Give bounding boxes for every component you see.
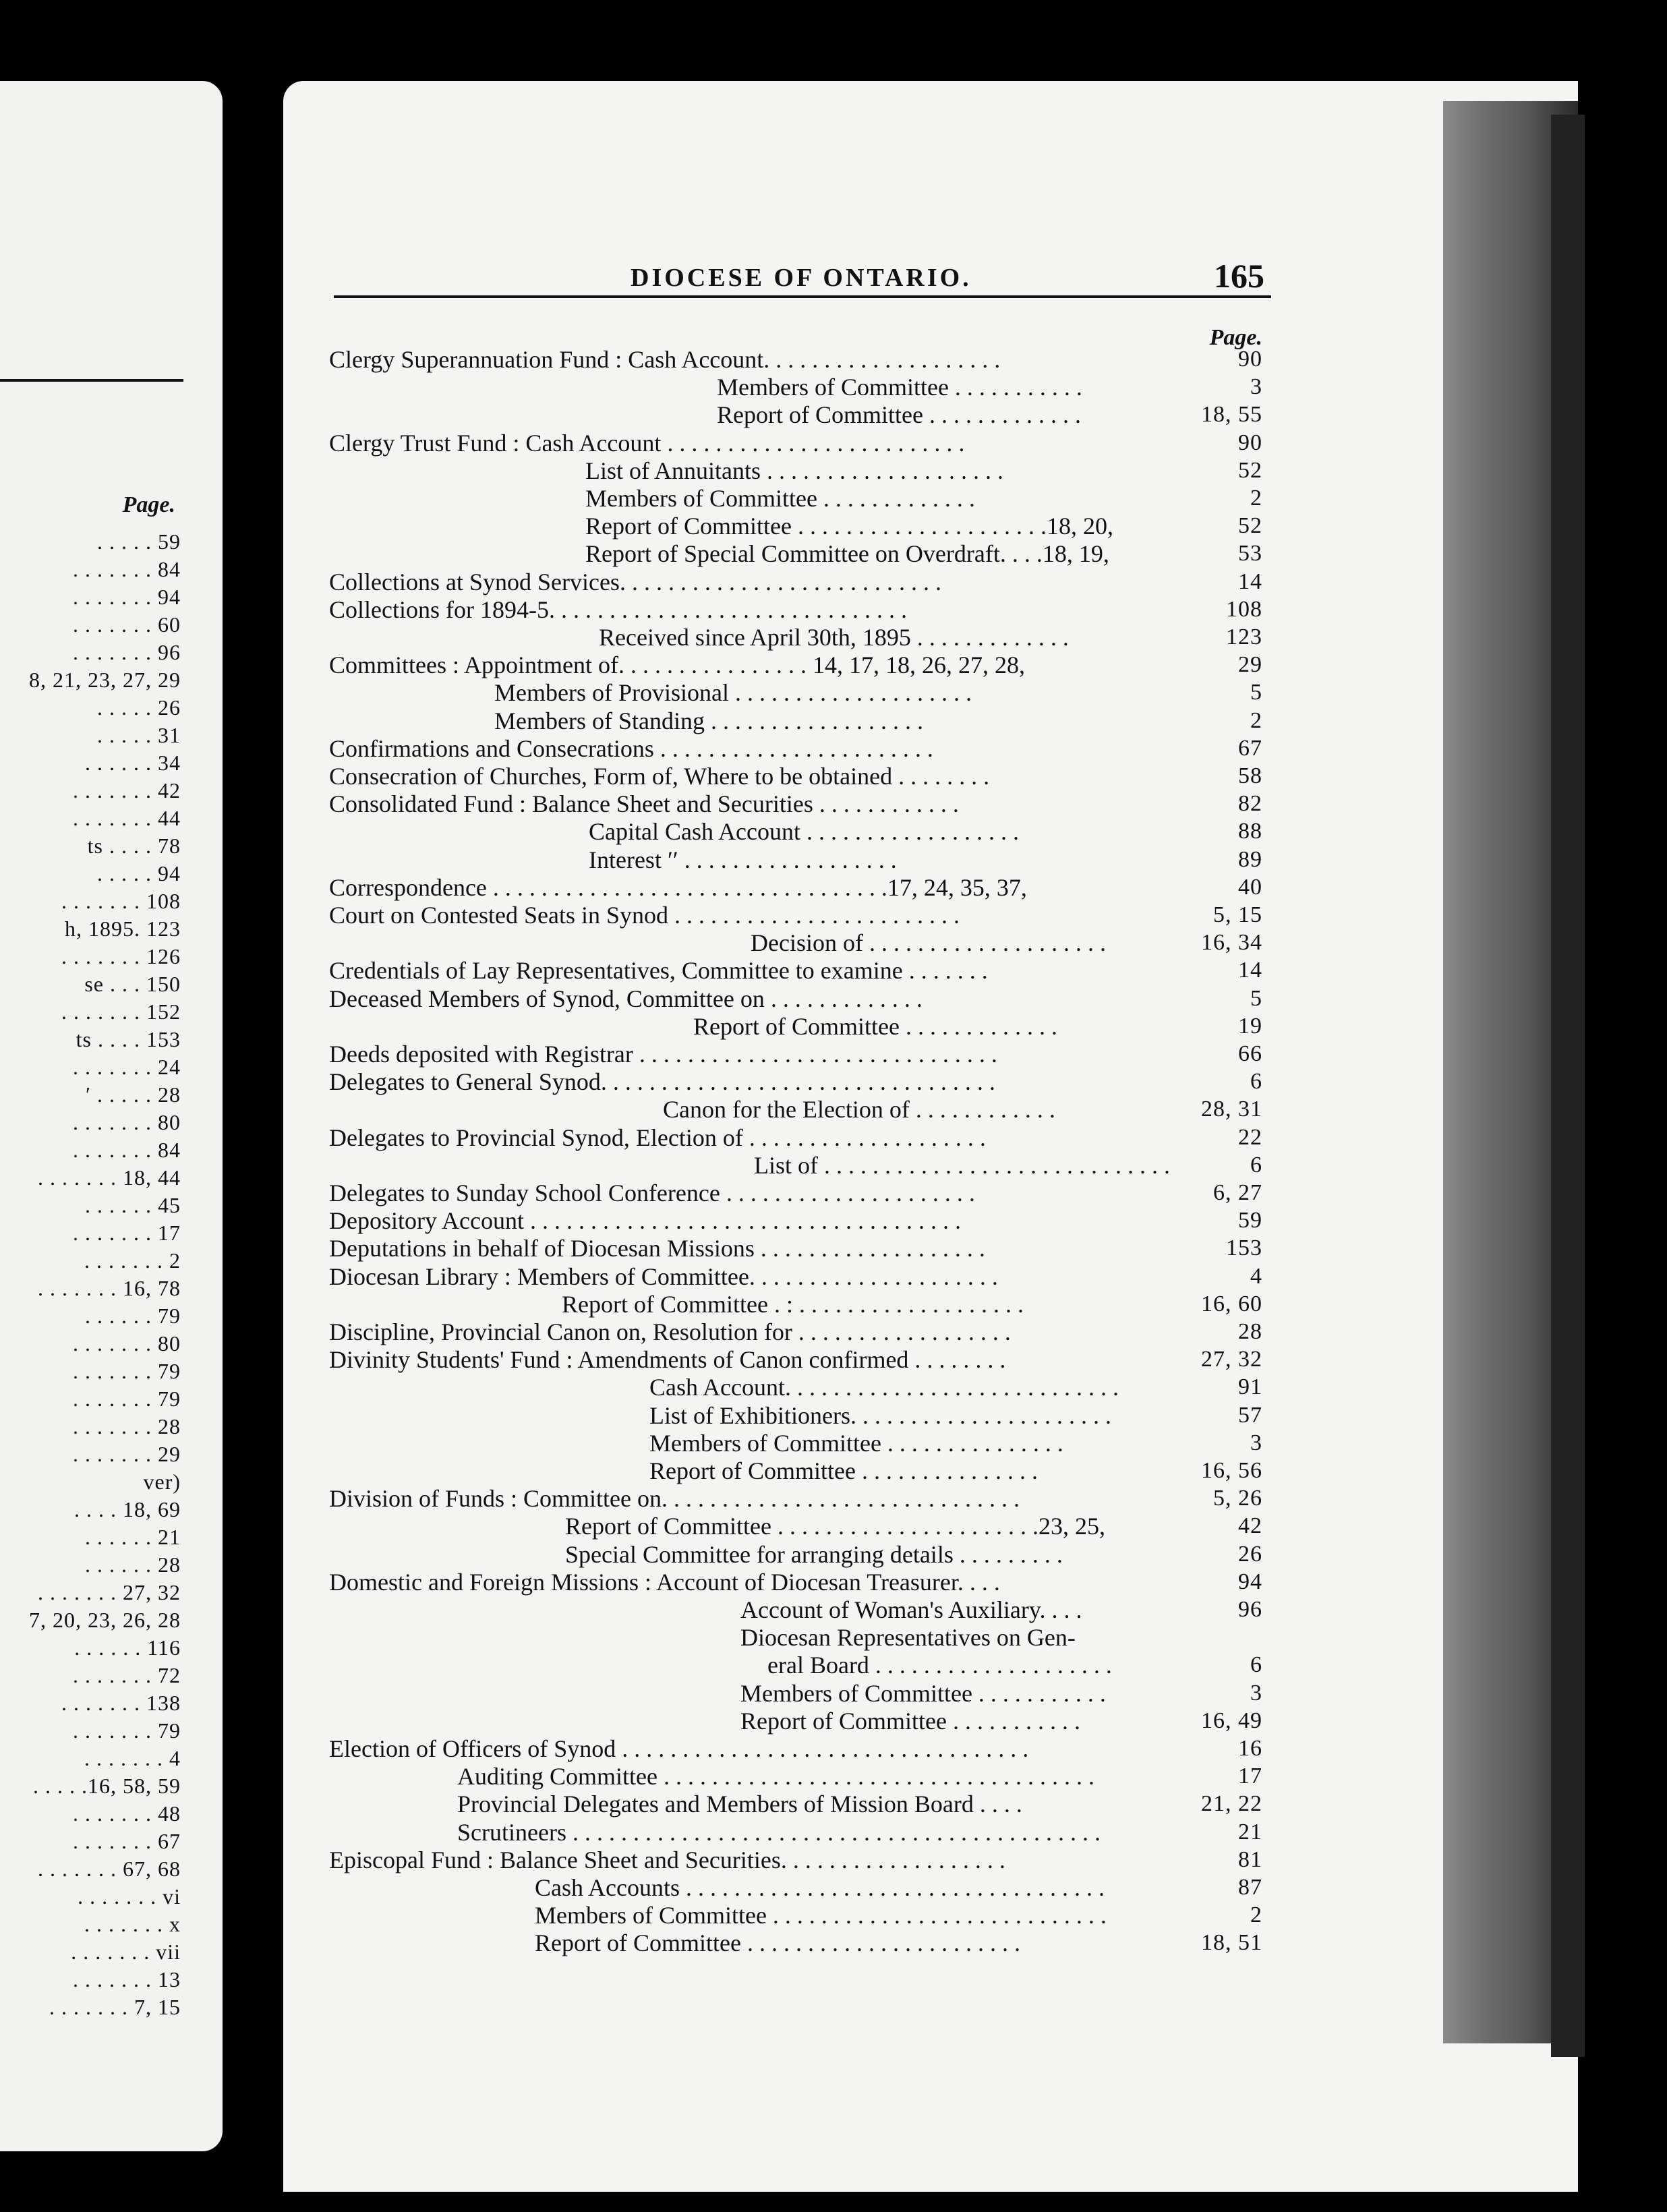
index-entry-text: Divinity Students' Fund : Amendments of Canon confirmed . . . . . . . . xyxy=(329,1346,1006,1374)
index-entry-page: 52 xyxy=(1238,457,1262,483)
index-entry-text: Scrutineers . . . . . . . . . . . . . . . . . . . . . . . . . . . . . . . . . . . . . . . . . . . . xyxy=(457,1818,1101,1846)
left-page-row: . . . . . . . 108 xyxy=(61,889,181,913)
index-entry-page: 5, 15 xyxy=(1213,902,1262,927)
left-page-row: ts . . . . 78 xyxy=(87,834,181,858)
index-entry-text: Canon for the Election of . . . . . . . . . . . . xyxy=(663,1096,1055,1124)
left-page-row: . . . . . . 28 xyxy=(85,1552,181,1577)
left-page-row: . . . . . . 21 xyxy=(85,1525,181,1549)
left-page-row: ′ . . . . . 28 xyxy=(86,1082,181,1107)
index-entry-text: List of Annuitants . . . . . . . . . . . . . . . . . . . . xyxy=(585,457,1003,484)
index-entry-page: 90 xyxy=(1238,347,1262,372)
index-entry-page: 5 xyxy=(1250,680,1262,705)
index-entry-text: Capital Cash Account . . . . . . . . . . . . . . . . . . xyxy=(589,818,1019,846)
index-entry-page: 4 xyxy=(1250,1263,1262,1289)
left-page-row: . . . . . . . 96 xyxy=(73,640,181,664)
index-entry-text: Account of Woman's Auxiliary. . . . xyxy=(740,1596,1082,1623)
left-page-row: . . . . . . . 17 xyxy=(73,1221,181,1245)
left-page-row: . . . . . . . 80 xyxy=(73,1110,181,1134)
index-entry-page: 5 xyxy=(1250,985,1262,1011)
index-entry-page: 96 xyxy=(1238,1597,1262,1622)
index-entry-page: 16, 49 xyxy=(1201,1708,1262,1733)
index-entry-page: 3 xyxy=(1250,1680,1262,1706)
index-entry-page: 17 xyxy=(1238,1764,1262,1789)
left-page-row: . . . . . . . 67, 68 xyxy=(38,1857,181,1881)
index-entry-text: Auditing Committee . . . . . . . . . . . . . . . . . . . . . . . . . . . . . . . . . . . . xyxy=(457,1763,1094,1791)
left-page-row: ver) xyxy=(143,1469,181,1494)
index-entry-text: Credentials of Lay Representatives, Committee to examine . . . . . . . xyxy=(329,957,988,985)
index-entry-text: Delegates to General Synod. . . . . . . . . . . . . . . . . . . . . . . . . . . . . . . . . xyxy=(329,1068,995,1096)
index-entry-page: 5, 26 xyxy=(1213,1486,1262,1511)
index-entry-text: Clergy Trust Fund : Cash Account . . . . . . . . . . . . . . . . . . . . . . . . . xyxy=(329,429,965,457)
page-column-label: Page. xyxy=(1209,325,1262,350)
index-entry-text: Report of Committee . . . . . . . . . . . . . . . . . . . . . .23, 25, xyxy=(565,1513,1105,1540)
left-header-rule xyxy=(0,379,183,382)
index-entry-page: 57 xyxy=(1238,1402,1262,1428)
left-page xyxy=(0,81,223,2151)
index-entry-page: 16, 60 xyxy=(1201,1291,1262,1316)
index-entry-page: 14 xyxy=(1238,958,1262,983)
index-entry-page: 6 xyxy=(1250,1152,1262,1177)
index-entry-text: Consecration of Churches, Form of, Where to be obtained . . . . . . . . xyxy=(329,763,990,790)
index-entry-page: 82 xyxy=(1238,791,1262,817)
left-page-row: . . . . .16, 58, 59 xyxy=(33,1774,181,1798)
left-page-row: ts . . . . 153 xyxy=(76,1027,181,1051)
left-page-row: . . . . . . 45 xyxy=(85,1193,181,1217)
index-entry-text: Episcopal Fund : Balance Sheet and Securities. . . . . . . . . . . . . . . . . . . xyxy=(329,1846,1005,1873)
left-page-row: h, 1895. 123 xyxy=(65,916,181,941)
index-entry-text: Consolidated Fund : Balance Sheet and Securities . . . . . . . . . . . . xyxy=(329,790,959,818)
index-entry-text: Division of Funds : Committee on. . . . . . . . . . . . . . . . . . . . . . . . . . . . . . xyxy=(329,1485,1020,1513)
left-page-row: 8, 21, 23, 27, 29 xyxy=(29,668,181,692)
index-entry-text: Collections for 1894-5. . . . . . . . . . . . . . . . . . . . . . . . . . . . . . xyxy=(329,595,907,623)
index-entry-text: Cash Accounts . . . . . . . . . . . . . . . . . . . . . . . . . . . . . . . . . . . xyxy=(535,1874,1105,1901)
index-entry-text: Confirmations and Consecrations . . . . . . . . . . . . . . . . . . . . . . . xyxy=(329,734,933,762)
index-entry-page: 89 xyxy=(1238,846,1262,872)
index-entry-page: 28, 31 xyxy=(1201,1097,1262,1122)
index-entry-text: Report of Special Committee on Overdraft. . . .18, 19, xyxy=(585,540,1109,568)
index-entry-page: 88 xyxy=(1238,819,1262,844)
index-entry-text: Members of Provisional . . . . . . . . . . . . . . . . . . . . xyxy=(494,679,972,707)
left-page-row: . . . . . . . 48 xyxy=(73,1801,181,1826)
index-entry-text: Members of Committee . . . . . . . . . . . . . . . . . . . . . . . . . . . . xyxy=(535,1902,1107,1929)
index-entry-text: Interest ′′ . . . . . . . . . . . . . . . . . . xyxy=(589,846,897,873)
index-entry-text: Report of Committee . . . . . . . . . . . . . . . . . . . . .18, 20, xyxy=(585,513,1113,540)
index-entry-page: 21 xyxy=(1238,1819,1262,1844)
running-title: DIOCESE OF ONTARIO. xyxy=(631,264,972,292)
left-page-row: . . . . . . . x xyxy=(84,1912,181,1936)
left-page-row: . . . . . . . 24 xyxy=(73,1055,181,1079)
index-entry-text: List of Exhibitioners. . . . . . . . . . . . . . . . . . . . . . xyxy=(649,1401,1111,1429)
index-entry-text: Election of Officers of Synod . . . . . . . . . . . . . . . . . . . . . . . . . . . . . . . . . . xyxy=(329,1735,1029,1762)
left-page-row: . . . . . . . 79 xyxy=(73,1359,181,1383)
left-page-row: . . . . . . 34 xyxy=(85,751,181,775)
left-page-row: . . . . . . . 28 xyxy=(73,1414,181,1438)
index-entry-page: 16, 34 xyxy=(1201,930,1262,956)
index-entry-page: 27, 32 xyxy=(1201,1347,1262,1372)
index-entry-text: Clergy Superannuation Fund : Cash Account. . . . . . . . . . . . . . . . . . . . xyxy=(329,346,1001,373)
index-entry-text: Delegates to Sunday School Conference . . . . . . . . . . . . . . . . . . . . . xyxy=(329,1180,975,1206)
index-entry-text: Collections at Synod Services. . . . . . . . . . . . . . . . . . . . . . . . . . . xyxy=(329,568,941,595)
index-entry-page: 42 xyxy=(1238,1513,1262,1539)
left-page-row: . . . . . . . 13 xyxy=(73,1967,181,1991)
left-page-row: . . . . . . . 4 xyxy=(84,1746,181,1770)
index-entry-page: 16 xyxy=(1238,1736,1262,1761)
left-page-row: . . . . . . . 79 xyxy=(73,1718,181,1743)
index-entry-text: eral Board . . . . . . . . . . . . . . . . . . . . xyxy=(767,1652,1112,1679)
index-entry-page: 91 xyxy=(1238,1374,1262,1400)
index-entry-page: 3 xyxy=(1250,1430,1262,1455)
index-entry-text: Domestic and Foreign Missions : Account of Diocesan Treasurer. . . . xyxy=(329,1568,1000,1596)
index-entry-page: 18, 51 xyxy=(1201,1930,1262,1956)
index-entry-page: 67 xyxy=(1238,735,1262,761)
index-entry-page: 153 xyxy=(1226,1235,1262,1261)
index-entry-page: 2 xyxy=(1250,1902,1262,1928)
index-entry-text: Report of Committee . . . . . . . . . . . . . . . xyxy=(649,1457,1038,1484)
left-page-row: . . . . . . . 79 xyxy=(73,1387,181,1411)
index-entry-page: 90 xyxy=(1238,430,1262,455)
index-entry-text: Report of Committee . . . . . . . . . . . . . . . . . . . . . . . xyxy=(535,1929,1020,1957)
left-page-row: . . . . . 59 xyxy=(97,529,181,554)
index-entry-text: Diocesan Representatives on Gen- xyxy=(740,1624,1076,1652)
left-page-row: . . . . . . . vi xyxy=(78,1884,181,1909)
left-page-row: . . . . . . . 138 xyxy=(61,1691,181,1715)
index-entry-text: Cash Account. . . . . . . . . . . . . . . . . . . . . . . . . . . . xyxy=(649,1374,1119,1401)
index-entry-text: Committees : Appointment of. . . . . . . . . . . . . . . . 14, 17, 18, 26, 27, 28, xyxy=(329,651,1025,679)
left-page-row: . . . . . . . 84 xyxy=(73,557,181,581)
left-page-row: . . . . . 26 xyxy=(97,695,181,720)
index-entry-text: Members of Committee . . . . . . . . . . . xyxy=(740,1679,1106,1707)
index-entry-text: Received since April 30th, 1895 . . . . . . . . . . . . . xyxy=(599,624,1069,651)
index-entry-text: Discipline, Provincial Canon on, Resolution for . . . . . . . . . . . . . . . . . . xyxy=(329,1318,1011,1345)
index-entry-text: Members of Committee . . . . . . . . . . . . . xyxy=(585,485,975,512)
index-entry-text: Deputations in behalf of Diocesan Missions . . . . . . . . . . . . . . . . . . . xyxy=(329,1235,985,1262)
index-entry-page: 66 xyxy=(1238,1041,1262,1066)
index-entry-page: 16, 56 xyxy=(1201,1458,1262,1483)
left-page-row: . . . . . . . 27, 32 xyxy=(38,1580,181,1604)
left-page-row: . . . . . . 116 xyxy=(74,1635,181,1660)
left-page-row: . . . . . . . 42 xyxy=(73,778,181,803)
index-entry-page: 18, 55 xyxy=(1201,402,1262,428)
left-page-row: . . . . . . . 29 xyxy=(73,1442,181,1466)
left-page-row: . . . . 18, 69 xyxy=(74,1497,181,1521)
index-entry-page: 87 xyxy=(1238,1875,1262,1900)
left-page-row: . . . . . . . 18, 44 xyxy=(38,1165,181,1190)
index-entry-page: 58 xyxy=(1238,763,1262,788)
index-entry-page: 6 xyxy=(1250,1069,1262,1095)
left-page-row: . . . . . . . 2 xyxy=(84,1248,181,1273)
index-entry-page: 6, 27 xyxy=(1213,1180,1262,1205)
left-page-row: 7, 20, 23, 26, 28 xyxy=(29,1608,181,1632)
left-page-row: . . . . . . . 84 xyxy=(73,1138,181,1162)
index-entry-text: Special Committee for arranging details . . . . . . . . . xyxy=(565,1540,1063,1568)
index-entry-page: 28 xyxy=(1238,1319,1262,1344)
index-entry-page: 14 xyxy=(1238,569,1262,594)
index-entry-text: Provincial Delegates and Members of Mission Board . . . . xyxy=(457,1791,1022,1818)
left-page-row: . . . . . . . 60 xyxy=(73,612,181,637)
index-entry-text: Members of Standing . . . . . . . . . . . . . . . . . . xyxy=(494,707,923,734)
index-entry-page: 22 xyxy=(1238,1124,1262,1150)
left-page-row: . . . . . . . 94 xyxy=(73,585,181,609)
index-entry-text: Deeds deposited with Registrar . . . . . . . . . . . . . . . . . . . . . . . . . . . . . . xyxy=(329,1041,997,1068)
left-page-row: . . . . . . . 126 xyxy=(61,944,181,968)
index-entry-text: Report of Committee . : . . . . . . . . . . . . . . . . . . . xyxy=(562,1290,1024,1318)
index-entry-text: Correspondence . . . . . . . . . . . . . . . . . . . . . . . . . . . . . . . . .17, 24, 35, 37, xyxy=(329,873,1027,901)
index-entry-page: 81 xyxy=(1238,1846,1262,1872)
index-entry-page: 21, 22 xyxy=(1201,1791,1262,1817)
left-page-row: . . . . . . . 67 xyxy=(73,1829,181,1853)
left-page-row: . . . . . 31 xyxy=(97,723,181,747)
index-entry-page: 26 xyxy=(1238,1541,1262,1567)
index-entry-page: 19 xyxy=(1238,1013,1262,1039)
index-entry-page: 3 xyxy=(1250,374,1262,400)
left-page-row: . . . . . . . 16, 78 xyxy=(38,1276,181,1300)
page-number: 165 xyxy=(1214,257,1264,295)
left-page-row: . . . . . . . 7, 15 xyxy=(49,1995,181,2019)
index-entry-text: Decision of . . . . . . . . . . . . . . . . . . . . xyxy=(751,929,1106,957)
left-page-row: . . . . . . . 80 xyxy=(73,1331,181,1356)
index-entry-text: Members of Committee . . . . . . . . . . . . . . . xyxy=(649,1429,1063,1457)
index-entry-text: Depository Account . . . . . . . . . . . . . . . . . . . . . . . . . . . . . . . . . . . . xyxy=(329,1207,961,1235)
index-entry-page: 2 xyxy=(1250,486,1262,511)
left-page-row: . . . . . . . 44 xyxy=(73,806,181,830)
index-entry-text: Report of Committee . . . . . . . . . . . . . xyxy=(717,401,1081,429)
index-entry-page: 52 xyxy=(1238,513,1262,539)
index-entry-text: Report of Committee . . . . . . . . . . . xyxy=(740,1707,1080,1735)
index-entry-text: Delegates to Provincial Synod, Election of . . . . . . . . . . . . . . . . . . . . xyxy=(329,1124,986,1151)
index-entry-page: 6 xyxy=(1250,1652,1262,1678)
index-entry-page: 108 xyxy=(1226,596,1262,622)
index-entry-text: Diocesan Library : Members of Committee. . . . . . . . . . . . . . . . . . . . . xyxy=(329,1262,998,1290)
index-entry-page: 53 xyxy=(1238,541,1262,566)
index-entry-page: 29 xyxy=(1238,652,1262,678)
left-page-row: . . . . . . . 152 xyxy=(61,999,181,1024)
index-entry-page: 40 xyxy=(1238,874,1262,900)
index-entry-text: List of . . . . . . . . . . . . . . . . . . . . . . . . . . . . . xyxy=(754,1151,1170,1179)
book-spine xyxy=(1551,115,1585,2057)
index-entry-page: 59 xyxy=(1238,1208,1262,1233)
index-entry-page: 123 xyxy=(1226,624,1262,649)
header-rule xyxy=(334,295,1271,298)
index-entry-text: Deceased Members of Synod, Committee on . . . . . . . . . . . . . xyxy=(329,985,923,1012)
left-page-row: . . . . . . . vii xyxy=(71,1940,181,1964)
left-page-row: . . . . . . 79 xyxy=(85,1304,181,1328)
left-page-row: se . . . 150 xyxy=(84,972,181,996)
left-page-label: Page. xyxy=(122,492,175,517)
index-entry-page: 94 xyxy=(1238,1569,1262,1594)
index-entry-page: 2 xyxy=(1250,707,1262,733)
left-page-row: . . . . . 94 xyxy=(97,861,181,885)
index-entry-text: Court on Contested Seats in Synod . . . . . . . . . . . . . . . . . . . . . . . . xyxy=(329,902,960,929)
index-entry-text: Members of Committee . . . . . . . . . . . xyxy=(717,374,1082,401)
left-page-row: . . . . . . . 72 xyxy=(73,1663,181,1687)
index-entry-text: Report of Committee . . . . . . . . . . . . . xyxy=(693,1012,1057,1040)
